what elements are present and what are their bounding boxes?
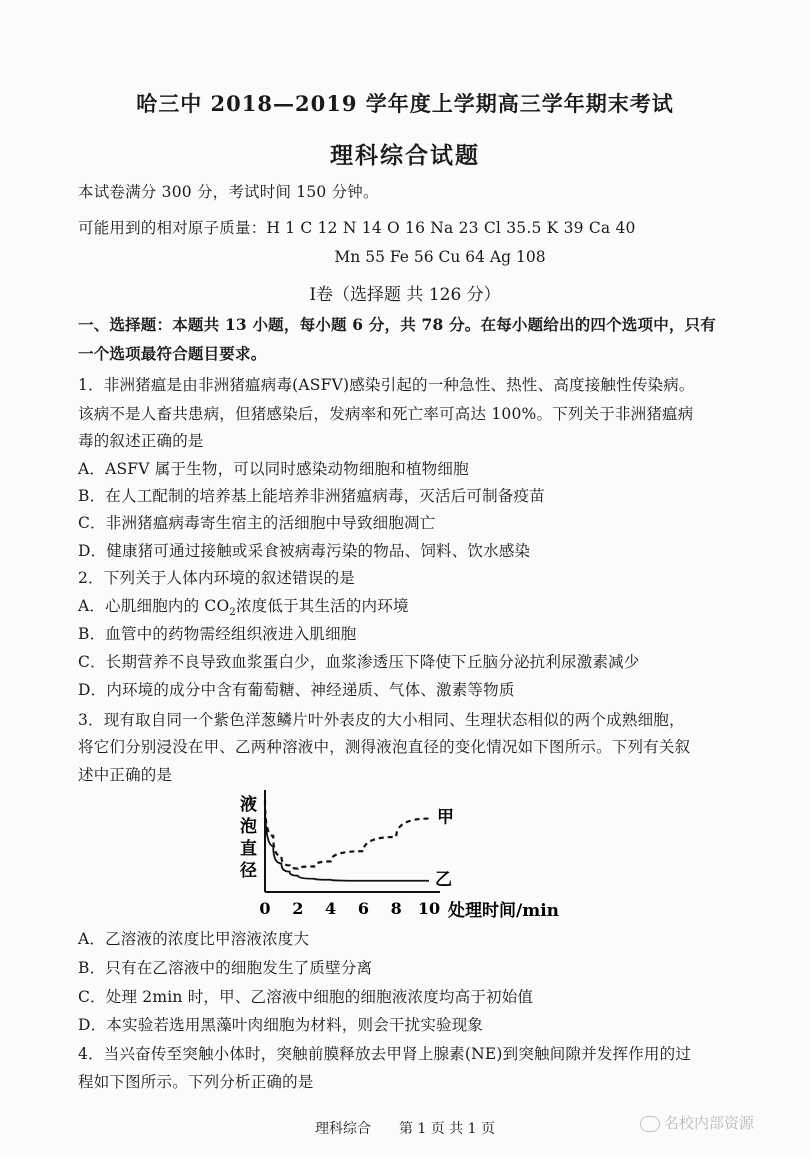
x-tick-label: 4 bbox=[325, 899, 337, 918]
q1-option-a: A．ASFV 属于生物，可以同时感染动物细胞和植物细胞 bbox=[78, 460, 469, 478]
series-label: 甲 bbox=[437, 807, 454, 828]
section-instruction-2: 一个选项最符合题目要求。 bbox=[78, 344, 267, 363]
series-line-jia bbox=[265, 800, 429, 868]
x-tick-label: 6 bbox=[357, 899, 369, 918]
watermark-text: 名校内部资源 bbox=[664, 1114, 755, 1132]
q3-option-b: B．只有在乙溶液中的细胞发生了质壁分离 bbox=[78, 959, 373, 977]
q2-option-d: D．内环境的成分中含有葡萄糖、神经递质、气体、激素等物质 bbox=[78, 681, 515, 699]
intro-atomic-mass-line-2: Mn 55 Fe 56 Cu 64 Ag 108 bbox=[334, 248, 546, 266]
q1-option-c: C．非洲猪瘟病毒寄生宿主的活细胞中导致细胞凋亡 bbox=[78, 514, 436, 532]
q1-stem-3: 毒的叙述正确的是 bbox=[78, 432, 204, 450]
q2-option-a bbox=[78, 594, 409, 618]
part1-heading: Ⅰ卷（选择题 共 126 分） bbox=[309, 285, 501, 305]
q2-option-a-text-end: 浓度低于其生活的内环境 bbox=[235, 597, 409, 615]
intro-atomic-mass-line: 可能用到的相对原子质量：H 1 C 12 N 14 O 16 Na 23 Cl 35.5 K 39 Ca 40 bbox=[78, 219, 636, 237]
q2-option-c: C．长期营养不良导致血浆蛋白少，血浆渗透压下降使下丘脑分泌抗利尿激素减少 bbox=[78, 653, 640, 671]
q2-option-a-text: A．心肌细胞内的 CO bbox=[78, 597, 230, 615]
x-axis-label: 处理时间/min bbox=[448, 901, 560, 921]
x-tick-label: 0 bbox=[259, 899, 271, 918]
x-tick-label: 8 bbox=[390, 899, 402, 918]
q1-stem-1: 1．非洲猪瘟是由非洲猪瘟病毒(ASFV)感染引起的一种急性、热性、高度接触性传染病。 bbox=[78, 376, 695, 394]
section-instruction-1: 一、选择题：本题共 13 小题，每小题 6 分，共 78 分。在每小题给出的四个选项中，只有 bbox=[78, 315, 717, 334]
q2-stem: 2．下列关于人体内环境的叙述错误的是 bbox=[78, 569, 355, 587]
q3-stem-1: 3．现有取自同一个紫色洋葱鳞片叶外表皮的大小相同、生理状态相似的两个成熟细胞， bbox=[78, 711, 685, 729]
page-footer: 理科综合 第 1 页 共 1 页 bbox=[314, 1121, 496, 1137]
vacuole-diameter-chart bbox=[230, 788, 590, 928]
x-tick-label: 10 bbox=[417, 899, 441, 918]
q1-option-d: D．健康猪可通过接触或采食被病毒污染的物品、饲料、饮水感染 bbox=[78, 542, 531, 560]
series-label: 乙 bbox=[435, 869, 452, 890]
q3-stem-3: 述中正确的是 bbox=[78, 766, 173, 784]
y-label-char: 液 bbox=[240, 795, 257, 815]
intro-score-line: 本试卷满分 300 分，考试时间 150 分钟。 bbox=[78, 183, 379, 201]
y-label-char: 泡 bbox=[240, 817, 257, 837]
q4-stem-2: 程如下图所示。下列分析正确的是 bbox=[78, 1073, 314, 1091]
y-label-char: 径 bbox=[240, 861, 257, 881]
series-line-yi bbox=[265, 800, 429, 881]
q3-option-a: A．乙溶液的浓度比甲溶液浓度大 bbox=[78, 930, 310, 948]
paper-subtitle: 理科综合试题 bbox=[330, 142, 480, 169]
page-title: 哈三中 2018—2019 学年度上学期高三学年期末考试 bbox=[136, 91, 674, 116]
q3-stem-2: 将它们分别浸没在甲、乙两种溶液中，测得液泡直径的变化情况如下图所示。下列有关叙 bbox=[78, 738, 691, 756]
q1-option-b: B．在人工配制的培养基上能培养非洲猪瘟病毒，灭活后可制备疫苗 bbox=[78, 487, 545, 505]
wechat-icon bbox=[640, 1116, 660, 1132]
q4-stem-1: 4．当兴奋传至突触小体时，突触前膜释放去甲肾上腺素(NE)到突触间隙并发挥作用的过 bbox=[78, 1045, 692, 1063]
q2-option-a-subscript: 2 bbox=[229, 607, 236, 619]
watermark bbox=[640, 1112, 754, 1133]
q3-option-d: D．本实验若选用黑藻叶肉细胞为材料，则会干扰实验现象 bbox=[78, 1016, 484, 1034]
x-tick-label: 2 bbox=[292, 899, 304, 918]
y-axis-label bbox=[239, 794, 257, 881]
y-label-char: 直 bbox=[240, 839, 257, 859]
q3-option-c: C．处理 2min 时，甲、乙溶液中细胞的细胞液浓度均高于初始值 bbox=[78, 988, 534, 1006]
q2-option-b: B．血管中的药物需经组织液进入肌细胞 bbox=[78, 625, 357, 643]
q1-stem-2: 该病不是人畜共患病，但猪感染后，发病率和死亡率可高达 100%。下列关于非洲猪瘟病 bbox=[78, 405, 694, 423]
